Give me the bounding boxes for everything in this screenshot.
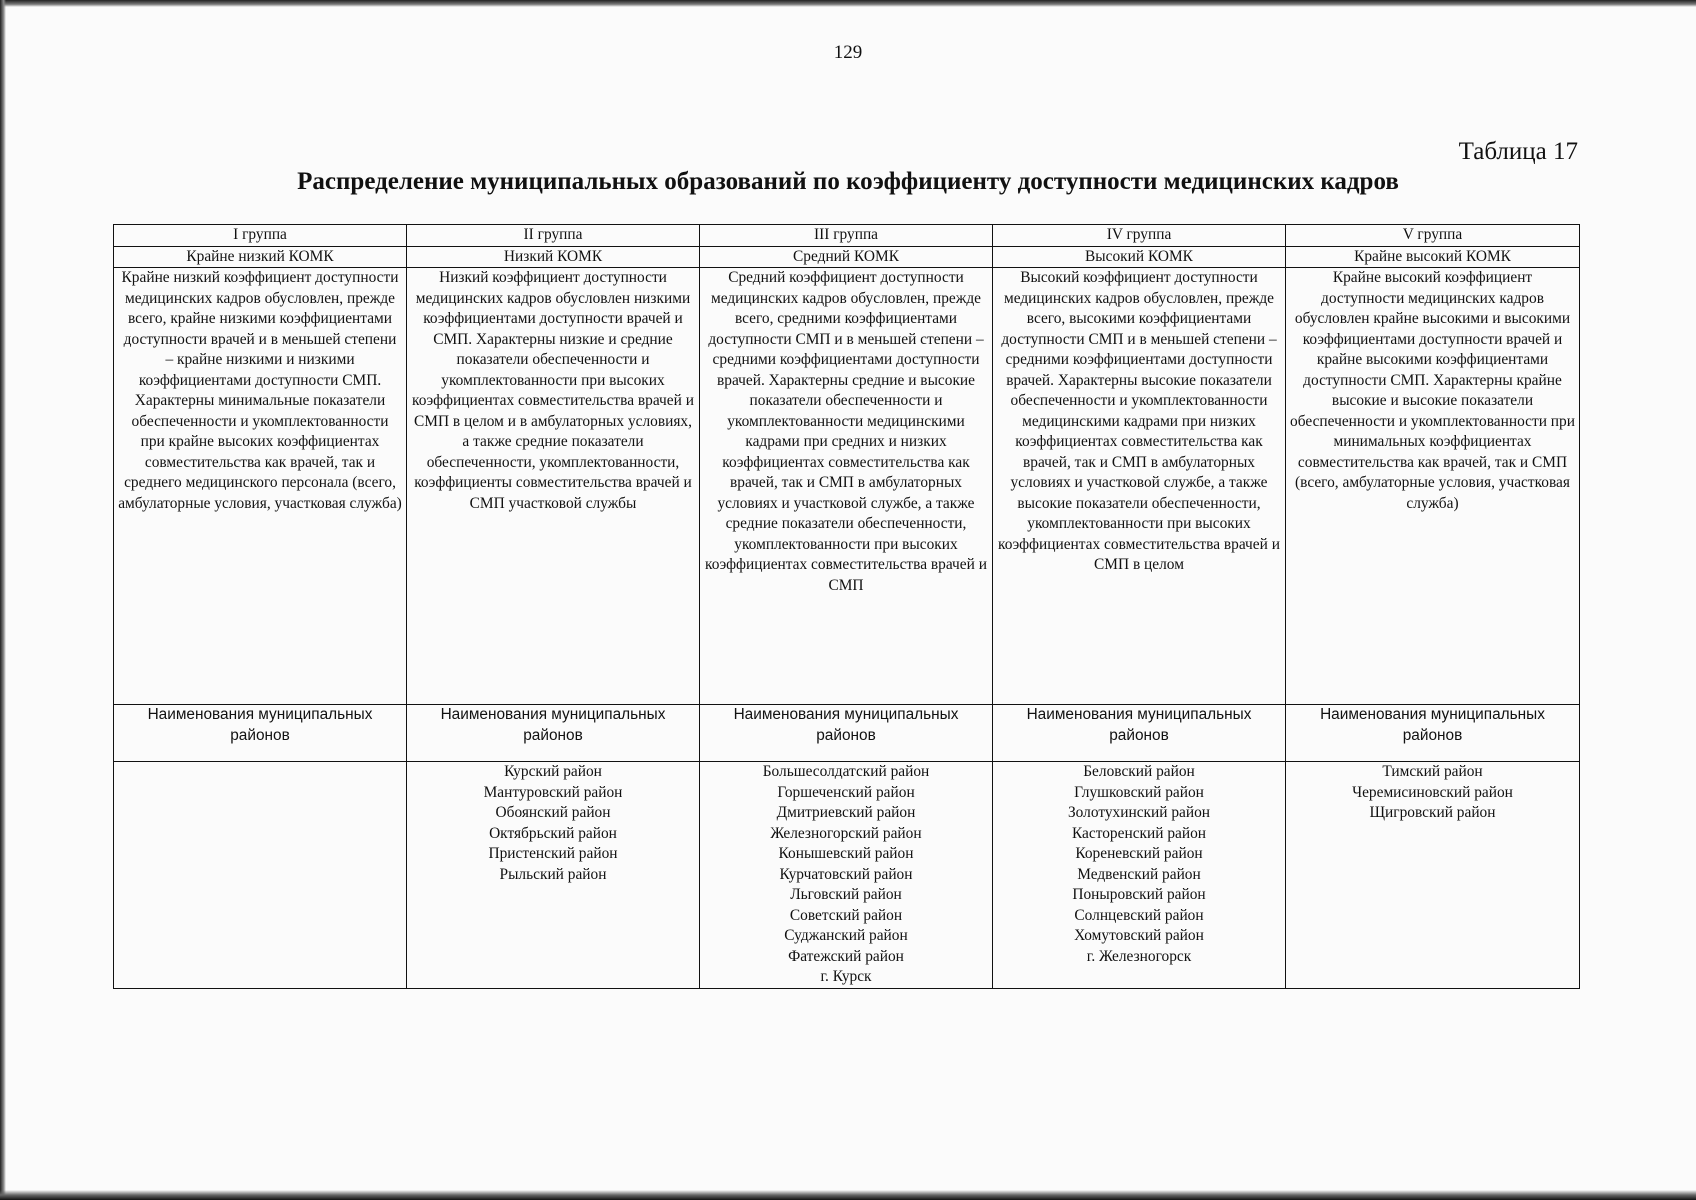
names-header-cell: Наименования муниципальных районов xyxy=(1286,705,1580,762)
district-item: г. Железногорск xyxy=(1086,947,1192,965)
table-title: Распределение муниципальных образований по коэффициенту доступности медицинских кадров xyxy=(297,168,1399,195)
district-item: Кореневский район xyxy=(1075,845,1203,862)
district-item: Обоянский район xyxy=(495,804,611,821)
districts-row xyxy=(114,762,1580,989)
table-label: Таблица 17 xyxy=(1458,138,1578,165)
district-item: Черемисиновский район xyxy=(1352,783,1513,801)
group-cell: V группа xyxy=(1286,225,1580,247)
district-item: Золотухинский район xyxy=(1067,804,1211,821)
district-list xyxy=(1290,762,1575,824)
district-item: Тимский район xyxy=(1382,763,1483,780)
district-item: Касторенский район xyxy=(1071,824,1207,842)
page-number: 129 xyxy=(833,42,863,63)
districts-cell xyxy=(993,762,1286,989)
description-cell: Низкий коэффициент доступности медицинских кадров обусловлен низкими коэффициентами доступности врачей и СМП. Характерны низкие и средние показатели обеспеченности и укомплектованности при высоких коэффициентах совместительства врачей и СМП в целом и в амбулаторных условиях, а также средние показатели обеспеченности, укомплектованности, коэффициенты совместительства врачей и СМП участковой службы xyxy=(407,268,700,705)
district-item: Солнцевский район xyxy=(1074,906,1204,924)
district-list xyxy=(997,762,1281,967)
district-item: Октябрьский район xyxy=(489,824,617,842)
district-item: Дмитриевский район xyxy=(776,804,916,821)
district-item: Курчатовский район xyxy=(779,865,913,883)
level-row xyxy=(114,246,1580,268)
district-item: Рыльский район xyxy=(499,865,607,883)
level-cell: Средний КОМК xyxy=(700,246,993,268)
district-item: Мантуровский район xyxy=(483,783,623,801)
level-cell: Крайне высокий КОМК xyxy=(1286,246,1580,268)
district-item: Железногорский район xyxy=(770,824,922,842)
district-item: Медвенский район xyxy=(1077,865,1201,883)
group-cell: I группа xyxy=(114,225,407,247)
names-header-cell: Наименования муниципальных районов xyxy=(407,705,700,762)
districts-cell xyxy=(700,762,993,989)
group-cell: II группа xyxy=(407,225,700,247)
level-cell: Низкий КОМК xyxy=(407,246,700,268)
scan-edge-top xyxy=(0,0,1696,7)
district-item: г. Курск xyxy=(820,968,872,985)
level-cell: Крайне низкий КОМК xyxy=(114,246,407,268)
districts-cell xyxy=(114,762,407,989)
group-header-row xyxy=(114,225,1580,247)
district-item: Пристенский район xyxy=(488,845,618,862)
districts-cell xyxy=(407,762,700,989)
description-row xyxy=(114,268,1580,705)
description-cell: Крайне низкий коэффициент доступности медицинских кадров обусловлен, прежде всего, крайне низкими коэффициентами доступности врачей и в меньшей степени – крайне низкими и низкими коэффициентами доступности СМП. Характерны минимальные показатели обеспеченности и укомплектованности при крайне высоких коэффициентах совместительства как врачей, так и среднего медицинского персонала (всего, амбулаторные условия, участковая служба) xyxy=(114,268,407,705)
names-header-cell: Наименования муниципальных районов xyxy=(700,705,993,762)
district-list xyxy=(411,762,695,885)
names-header-cell: Наименования муниципальных районов xyxy=(993,705,1286,762)
districts-cell xyxy=(1286,762,1580,989)
district-item: Суджанский район xyxy=(784,927,908,944)
distribution-table xyxy=(113,224,1580,989)
district-item: Большесолдатский район xyxy=(762,763,930,780)
district-item: Беловский район xyxy=(1083,763,1195,780)
names-header-cell: Наименования муниципальных районов xyxy=(114,705,407,762)
district-item: Фатежский район xyxy=(788,947,904,965)
district-item: Конышевский район xyxy=(778,845,914,862)
description-cell: Крайне высокий коэффициент доступности медицинских кадров обусловлен крайне высокими и высокими коэффициентами доступности врачей и крайне высокими коэффициентами доступности СМП. Характерны крайне высокие и высокие показатели обеспеченности и укомплектованности при минимальных коэффициентах совместительства как врачей, так и СМП (всего, амбулаторные условия, участковая служба) xyxy=(1286,268,1580,705)
district-item: Курский район xyxy=(504,763,602,780)
description-cell: Средний коэффициент доступности медицинских кадров обусловлен, прежде всего, средними коэффициентами доступности СМП и в меньшей степени – средними коэффициентами доступности врачей. Характерны средние и высокие показатели обеспеченности и укомплектованности медицинскими кадрами при средних и низких коэффициентах совместительства как врачей, так и СМП в амбулаторных условиях и участковой службе, а также средние показатели обеспеченности, укомплектованности при высоких коэффициентах совместительства врачей и СМП xyxy=(700,268,993,705)
district-item: Глушковский район xyxy=(1074,783,1204,801)
group-cell: III группа xyxy=(700,225,993,247)
district-list xyxy=(704,762,988,988)
names-header-row xyxy=(114,705,1580,762)
district-item: Советский район xyxy=(789,906,903,924)
district-item: Поныровский район xyxy=(1072,886,1206,903)
group-cell: IV группа xyxy=(993,225,1286,247)
scan-edge-bottom xyxy=(0,1190,1696,1200)
district-item: Щигровский район xyxy=(1369,804,1496,821)
district-item: Льговский район xyxy=(790,886,902,903)
district-item: Горшеченский район xyxy=(777,783,915,801)
district-item: Хомутовский район xyxy=(1074,927,1204,944)
description-cell: Высокий коэффициент доступности медицинских кадров обусловлен, прежде всего, высокими коэффициентами доступности СМП и в меньшей степени – средними коэффициентами доступности врачей. Характерны высокие показатели обеспеченности и укомплектованности медицинскими кадрами при низких коэффициентах совместительства как врачей, так и СМП в амбулаторных условиях и участковой службе, а также высокие показатели обеспеченности, укомплектованности при высоких коэффициентах совместительства врачей и СМП в целом xyxy=(993,268,1286,705)
level-cell: Высокий КОМК xyxy=(993,246,1286,268)
